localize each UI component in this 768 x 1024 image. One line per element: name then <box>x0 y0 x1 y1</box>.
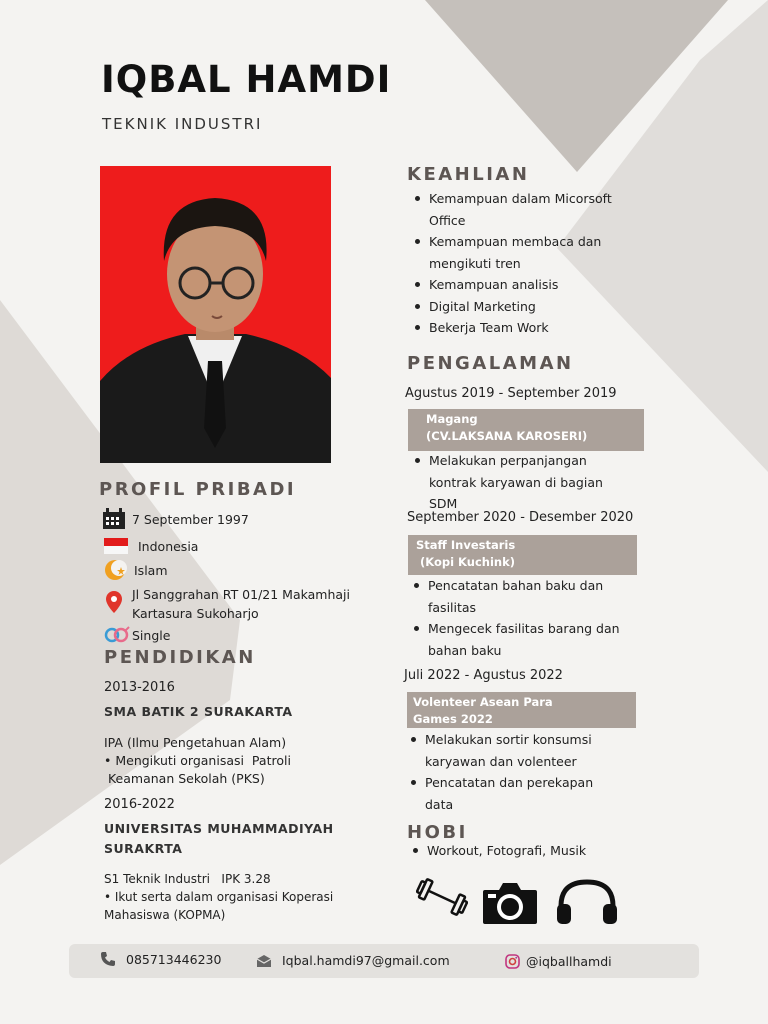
candidate-role: TEKNIK INDUSTRI <box>102 115 263 133</box>
education-detail-2c: Mahasiswa (KOPMA) <box>104 908 226 922</box>
education-school-2b: SURAKRTA <box>104 841 183 856</box>
skill-item: Kemampuan membaca dan mengikuti tren <box>407 231 647 274</box>
email-icon <box>256 954 272 968</box>
indonesia-flag-icon <box>104 538 128 554</box>
experience-bullets-3 <box>403 729 643 815</box>
experience-org-2: (Kopi Kuchink) <box>416 555 515 569</box>
profile-status-row <box>104 626 170 644</box>
hobbies-section-title: HOBI <box>407 822 468 843</box>
experience-role-3: Volenteer Asean Para <box>413 695 553 709</box>
profile-nationality: Indonesia <box>138 538 199 554</box>
experience-bullets-1 <box>407 450 643 515</box>
profile-address-line2: Kartasura Sukoharjo <box>132 606 259 621</box>
contact-instagram-text: @iqballhamdi <box>526 954 612 969</box>
experience-role-bar-3 <box>407 692 636 728</box>
contact-phone[interactable] <box>100 951 221 967</box>
experience-period-2: September 2020 - Desember 2020 <box>407 510 634 525</box>
instagram-icon <box>505 954 520 969</box>
profile-photo <box>100 166 331 463</box>
contact-instagram[interactable] <box>505 954 612 969</box>
experience-bullet: Pencatatan dan perekapan data <box>403 772 643 815</box>
calendar-icon <box>102 508 126 530</box>
education-detail-2b: • Ikut serta dalam organisasi Koperasi <box>104 890 334 904</box>
education-detail-2a: S1 Teknik Industri IPK 3.28 <box>104 872 271 886</box>
skill-item: Kemampuan dalam Micorsoft Office <box>407 188 647 231</box>
location-pin-icon <box>106 591 122 613</box>
experience-period-1: Agustus 2019 - September 2019 <box>405 386 617 401</box>
candidate-name: IQBAL HAMDI <box>101 58 392 101</box>
experience-bullet: Pencatatan bahan baku dan fasilitas <box>406 575 646 618</box>
gender-rings-icon <box>104 626 130 644</box>
profile-status: Single <box>132 627 171 643</box>
experience-org-3: Games 2022 <box>413 712 493 726</box>
education-detail-1a: IPA (Ilmu Pengetahuan Alam) <box>104 735 287 750</box>
experience-period-3: Juli 2022 - Agustus 2022 <box>404 668 563 683</box>
contact-email[interactable] <box>256 953 450 968</box>
profile-nationality-row <box>104 538 198 554</box>
experience-role-2: Staff Investaris <box>416 538 516 552</box>
skills-section-title: KEAHLIAN <box>407 164 530 185</box>
experience-bullets-2 <box>406 575 646 661</box>
profile-birth-row <box>102 508 249 530</box>
profile-religion-row <box>104 559 168 581</box>
crescent-moon-icon <box>104 559 128 581</box>
hobbies-list <box>405 840 645 862</box>
experience-role-bar-2 <box>408 535 637 575</box>
headphones-icon <box>555 878 619 926</box>
profile-address-line1: Jl Sanggrahan RT 01/21 Makamhaji <box>132 587 351 602</box>
education-school-2a: UNIVERSITAS MUHAMMADIYAH <box>104 821 334 836</box>
profile-section-title: PROFIL PRIBADI <box>99 479 297 500</box>
education-school-1: SMA BATIK 2 SURAKARTA <box>104 704 293 719</box>
experience-bullet: Mengecek fasilitas barang dan bahan baku <box>406 618 646 661</box>
camera-icon <box>481 880 539 926</box>
education-detail-1c: Keamanan Sekolah (PKS) <box>104 771 265 786</box>
dumbbell-icon <box>416 878 468 916</box>
education-years-1: 2013-2016 <box>104 680 175 695</box>
profile-religion: Islam <box>134 562 168 578</box>
contact-email-text: Iqbal.hamdi97@gmail.com <box>282 953 450 968</box>
skills-list <box>407 188 647 339</box>
experience-bullet: Melakukan perpanjangan kontrak karyawan di bagian SDM <box>407 450 643 515</box>
education-years-2: 2016-2022 <box>104 797 175 812</box>
experience-section-title: PENGALAMAN <box>407 353 574 374</box>
hobbies-text: Workout, Fotografi, Musik <box>405 840 645 862</box>
skill-item: Digital Marketing <box>407 296 647 318</box>
skill-item: Bekerja Team Work <box>407 317 647 339</box>
education-detail-1b: • Mengikuti organisasi Patroli <box>104 753 291 768</box>
contact-phone-text: 085713446230 <box>126 951 222 967</box>
experience-role-1: Magang <box>426 412 478 426</box>
education-section-title: PENDIDIKAN <box>104 647 256 668</box>
experience-bullet: Melakukan sortir konsumsi karyawan dan volenteer <box>403 729 643 772</box>
skill-item: Kemampuan analisis <box>407 274 647 296</box>
profile-birth: 7 September 1997 <box>132 511 249 527</box>
phone-icon <box>100 951 116 967</box>
experience-role-bar-1 <box>408 409 644 451</box>
experience-org-1: (CV.LAKSANA KAROSERI) <box>426 429 588 443</box>
